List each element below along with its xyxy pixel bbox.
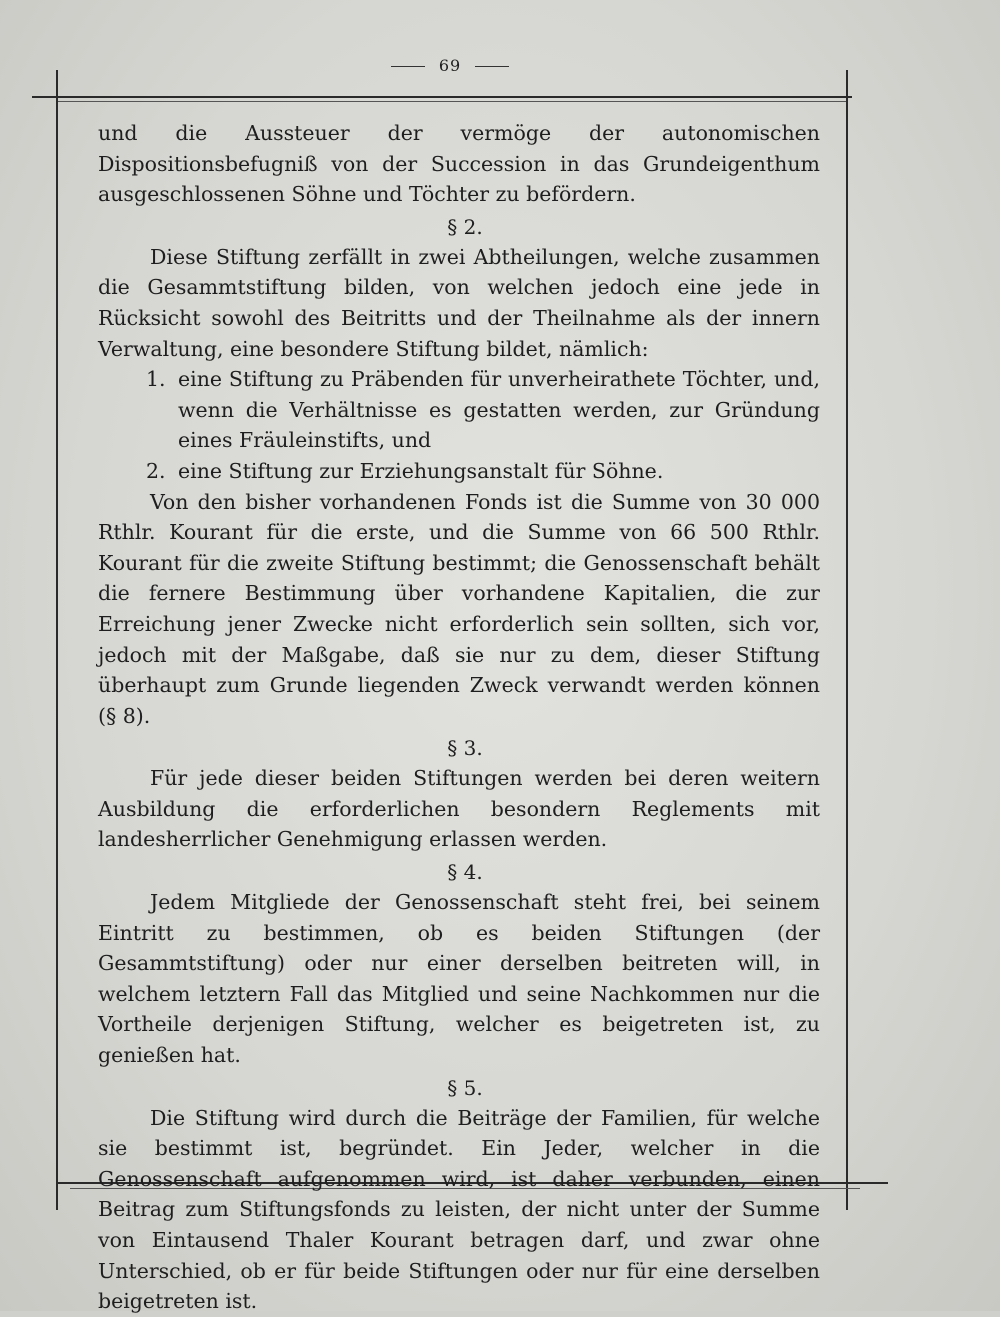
list-item-number: 1. bbox=[146, 367, 166, 392]
frame-rule-left bbox=[56, 70, 58, 1210]
section-3-heading: § 3. bbox=[447, 736, 483, 761]
section-4-heading: § 4. bbox=[447, 860, 483, 885]
list-item bbox=[98, 364, 820, 456]
section-5-paragraph: Die Stiftung wird durch die Beiträge der Familien, für welche sie bestimmt ist, begründet. Ein Jeder, welcher in die Genossenschaft aufgenommen wird, ist daher verbunden, einen Beitrag zum Stiftungsfonds zu leisten, der nicht unter der Summe von Eintausend Thaler Kourant betragen darf, und zwar ohne Unterschied, ob er für beide Stiftungen oder nur für eine derselben beigetreten ist. bbox=[98, 1105, 820, 1314]
section-2-funds-paragraph: Von den bisher vorhandenen Fonds ist die Summe von 30 000 Rthlr. Kourant für die erste, und die Summe von 66 500 Rthlr. Kourant für die zweite Stiftung bestimmt; die Genossenschaft behält die fernere Bestimmung über vorhandene Kapitalien, die zur Erreichung jener Zwecke nicht erforderlich sein sollten, sich vor, jedoch mit der Maßgabe, daß sie nur zu dem, dieser Stiftung überhaupt zum Grunde liegenden Zweck verwandt werden können (§ 8). bbox=[98, 489, 820, 728]
section-2-heading: § 2. bbox=[447, 214, 483, 239]
frame-rule-right bbox=[846, 70, 848, 1210]
list-item bbox=[98, 456, 820, 487]
section-4-paragraph: Jedem Mitgliede der Genossenschaft steht frei, bei seinem Eintritt zu bestimmen, ob es beiden Stiftungen (der Gesammtstiftung) oder nur einer derselben beitreten will, in welchem letztern Fall das Mitglied und seine Nachkommen nur die Vortheile derjenigen Stiftung, welcher es beigetreten ist, zu genießen hat. bbox=[98, 890, 820, 1068]
page-number-header bbox=[0, 56, 900, 75]
intro-paragraph: und die Aussteuer der vermöge der autonomischen Dispositionsbefugniß von der Succession in das Grundeigenthum ausgeschlossenen Söhne und Töchter zu befördern. bbox=[98, 121, 820, 207]
page-number: 69 bbox=[438, 56, 462, 75]
frame-rule-top bbox=[32, 96, 852, 98]
list-item-text: eine Stiftung zu Präbenden für unverheirathete Töchter, und, wenn die Verhältnisse es gestatten werden, zur Gründung eines Fräuleinstifts, und bbox=[178, 367, 820, 453]
section-2-list bbox=[98, 364, 820, 486]
header-dash-right bbox=[475, 66, 509, 67]
section-5-heading: § 5. bbox=[447, 1075, 483, 1100]
page-body bbox=[98, 118, 820, 1317]
section-3-paragraph: Für jede dieser beiden Stiftungen werden bei deren weitern Ausbildung die erforderlichen besondern Reglements mit landesherrlicher Genehmigung erlassen werden. bbox=[98, 766, 820, 852]
list-item-text: eine Stiftung zur Erziehungsanstalt für Söhne. bbox=[178, 458, 664, 483]
header-dash-left bbox=[391, 66, 425, 67]
section-2-paragraph: Diese Stiftung zerfällt in zwei Abtheilungen, welche zusammen die Gesammtstiftung bilden, von welchen jedoch eine jede in Rücksicht sowohl des Beitritts und der Theilnahme als der innern Verwaltung, eine besondere Stiftung bildet, nämlich: bbox=[98, 244, 820, 361]
list-item-number: 2. bbox=[146, 458, 166, 483]
frame-rule-top-inner bbox=[56, 101, 848, 102]
